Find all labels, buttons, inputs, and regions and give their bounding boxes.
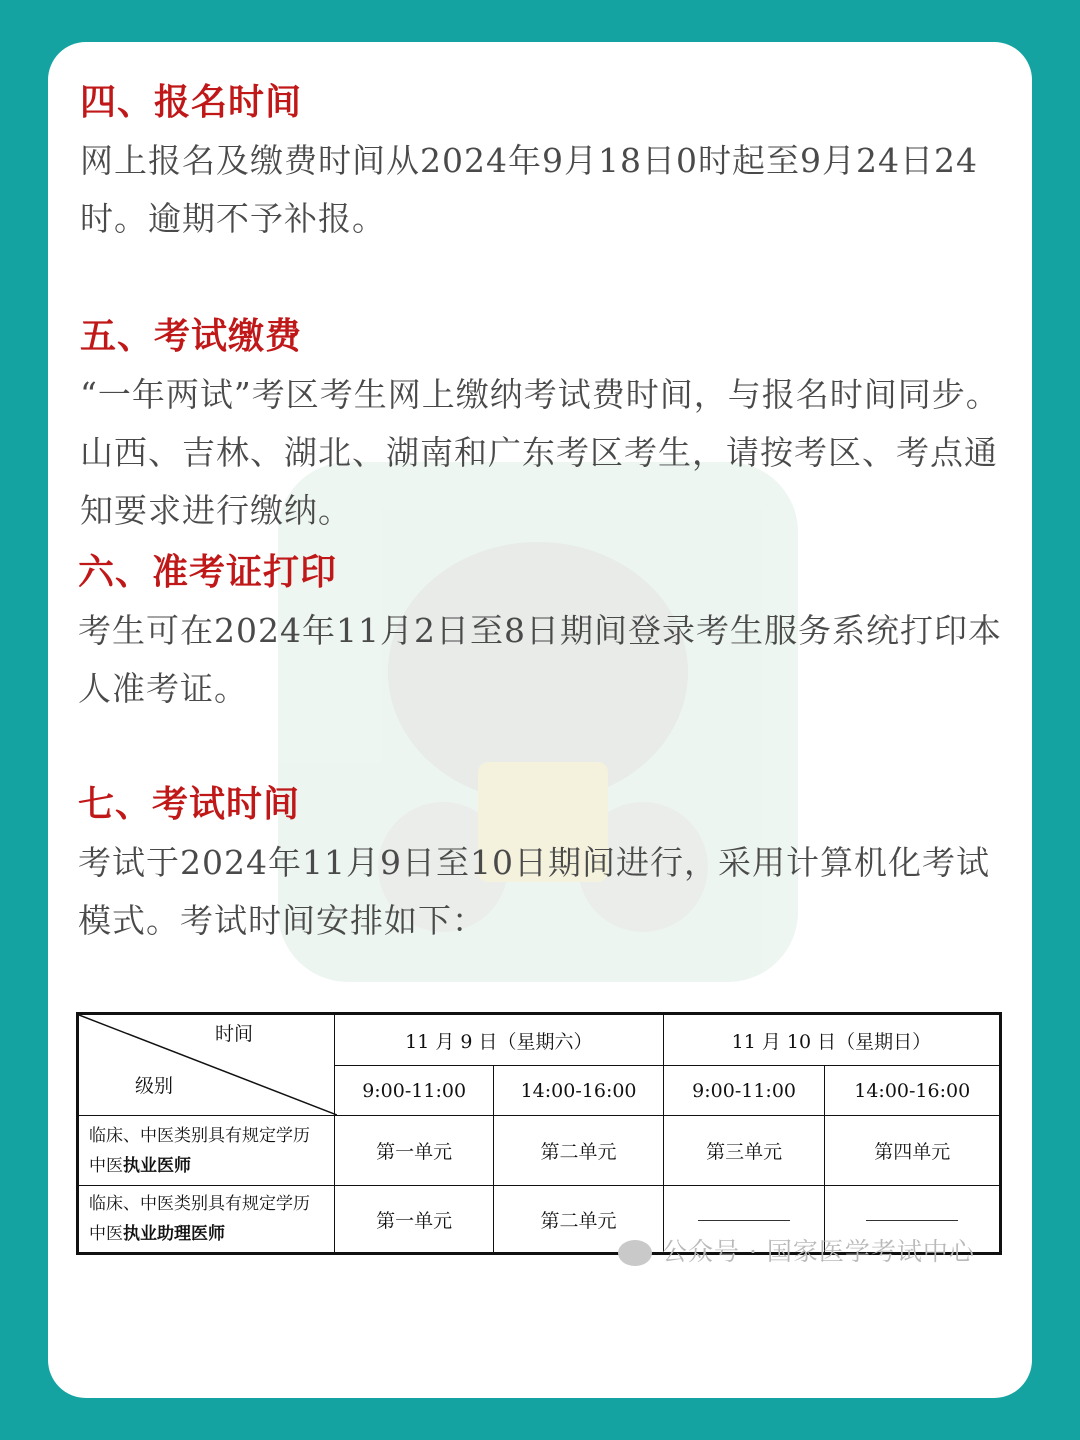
table-cell: 第二单元 [494,1186,663,1254]
section-body: “一年两试”考区考生网上缴纳考试费时间，与报名时间同步。山西、吉林、湖北、湖南和广东考区考生，请按考区、考点通知要求进行缴纳。 [80,375,1000,530]
table-cell: 第二单元 [494,1116,663,1186]
section-title: 四、报名时间 [80,81,303,123]
table-row [78,1116,1001,1186]
section-registration [80,78,1010,248]
section-body: 考生可在2024年11月2日至8日期间登录考生服务系统打印本人准考证。 [78,611,1002,708]
section-fee [80,312,1010,540]
section-title: 五、考试缴费 [80,315,303,357]
row-label: 临床、中医类别具有规定学历 中医执业医师 [78,1116,335,1186]
slot-header: 9:00-11:00 [663,1066,825,1116]
corner-time-label: 时间 [215,1023,254,1045]
section-body: 网上报名及缴费时间从2024年9月18日0时起至9月24日24时。逾期不予补报。 [80,141,978,238]
table-cell: 第一单元 [334,1186,493,1254]
row-label: 临床、中医类别具有规定学历 中医执业助理医师 [78,1186,335,1254]
slot-header: 14:00-16:00 [494,1066,663,1116]
table-cell: 第四单元 [825,1116,1001,1186]
table-corner-cell [78,1014,335,1116]
day-header: 11 月 10 日（星期日） [663,1014,1000,1066]
exam-schedule-table [76,1012,1002,1255]
section-title: 七、考试时间 [78,783,301,825]
table-cell: 第三单元 [663,1116,825,1186]
section-exam-time [78,780,1008,950]
section-body: 考试于2024年11月9日至10日期间进行，采用计算机化考试模式。考试时间安排如下： [78,843,990,940]
section-admission-ticket [78,548,1008,718]
day-header: 11 月 9 日（星期六） [334,1014,663,1066]
corner-level-label: 级别 [135,1075,174,1097]
wechat-icon [618,1240,652,1266]
section-title: 六、准考证打印 [78,551,338,593]
wechat-watermark: 公众号 · 国家医学考试中心 [618,1232,975,1268]
slot-header: 9:00-11:00 [334,1066,493,1116]
slot-header: 14:00-16:00 [825,1066,1001,1116]
content-card [48,42,1032,1398]
table-cell: 第一单元 [334,1116,493,1186]
diagonal-line [79,1015,337,1115]
